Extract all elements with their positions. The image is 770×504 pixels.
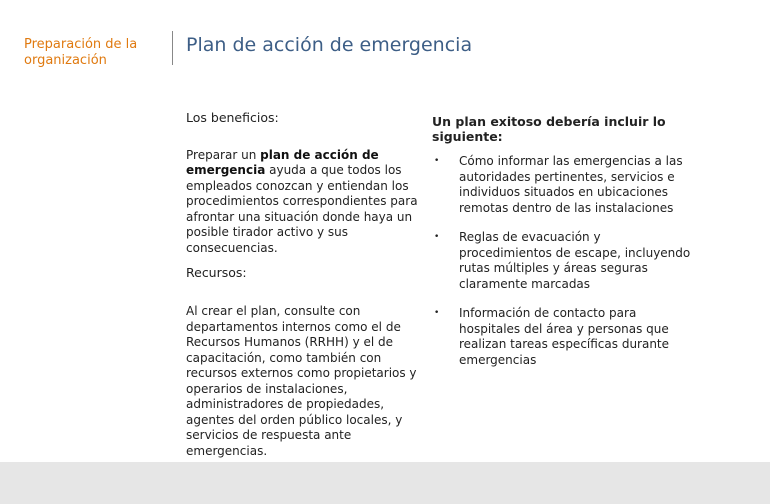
footer-band — [0, 462, 770, 504]
right-column — [432, 114, 692, 382]
benefits-paragraph — [186, 148, 426, 257]
bullet-icon: • — [434, 232, 440, 242]
benefits-heading: Los beneficios: — [186, 110, 279, 125]
resources-heading: Recursos: — [186, 265, 247, 280]
list-item — [432, 154, 692, 216]
list-item-text: Información de contacto para hospitales del área y personas que realizan tareas específicas durante emergencias — [459, 306, 670, 367]
list-item-text: Cómo informar las emergencias a las autoridades pertinentes, servicios e individuos situados en ubicaciones remotas dentro de las instalaciones — [459, 154, 683, 215]
plan-requirements-list — [432, 154, 692, 368]
resources-paragraph: Al crear el plan, consulte con departamentos internos como el de Recursos Humanos (RRHH) y el de capacitación, como también con recursos externos como propietarios y operarios de instalaciones, administradores de propiedades, agentes del orden público locales, y servicios de respuesta ante emergencias. — [186, 304, 417, 458]
page-title: Plan de acción de emergencia — [186, 34, 473, 56]
benefits-text-pre: Preparar un — [186, 147, 261, 162]
list-item-text: Reglas de evacuación y procedimientos de escape, incluyendo rutas múltiples y áreas seguras claramente marcadas — [459, 230, 691, 291]
benefits-emphasis: plan de acción de emergencia — [186, 147, 379, 177]
benefits-text-post: ayuda a que todos los empleados conozcan y entiendan los procedimientos correspondientes para afrontar una situación donde haya un posible tirador activo y sus consecuencias. — [186, 163, 418, 255]
plan-requirements-heading: Un plan exitoso debería incluir lo siguiente: — [432, 114, 666, 144]
bullet-icon: • — [434, 308, 440, 318]
list-item — [432, 230, 692, 292]
bullet-icon: • — [434, 156, 440, 166]
section-label: Preparación de la organización — [24, 37, 138, 68]
list-item — [432, 306, 692, 368]
header-divider — [172, 31, 173, 65]
left-column — [186, 110, 426, 256]
